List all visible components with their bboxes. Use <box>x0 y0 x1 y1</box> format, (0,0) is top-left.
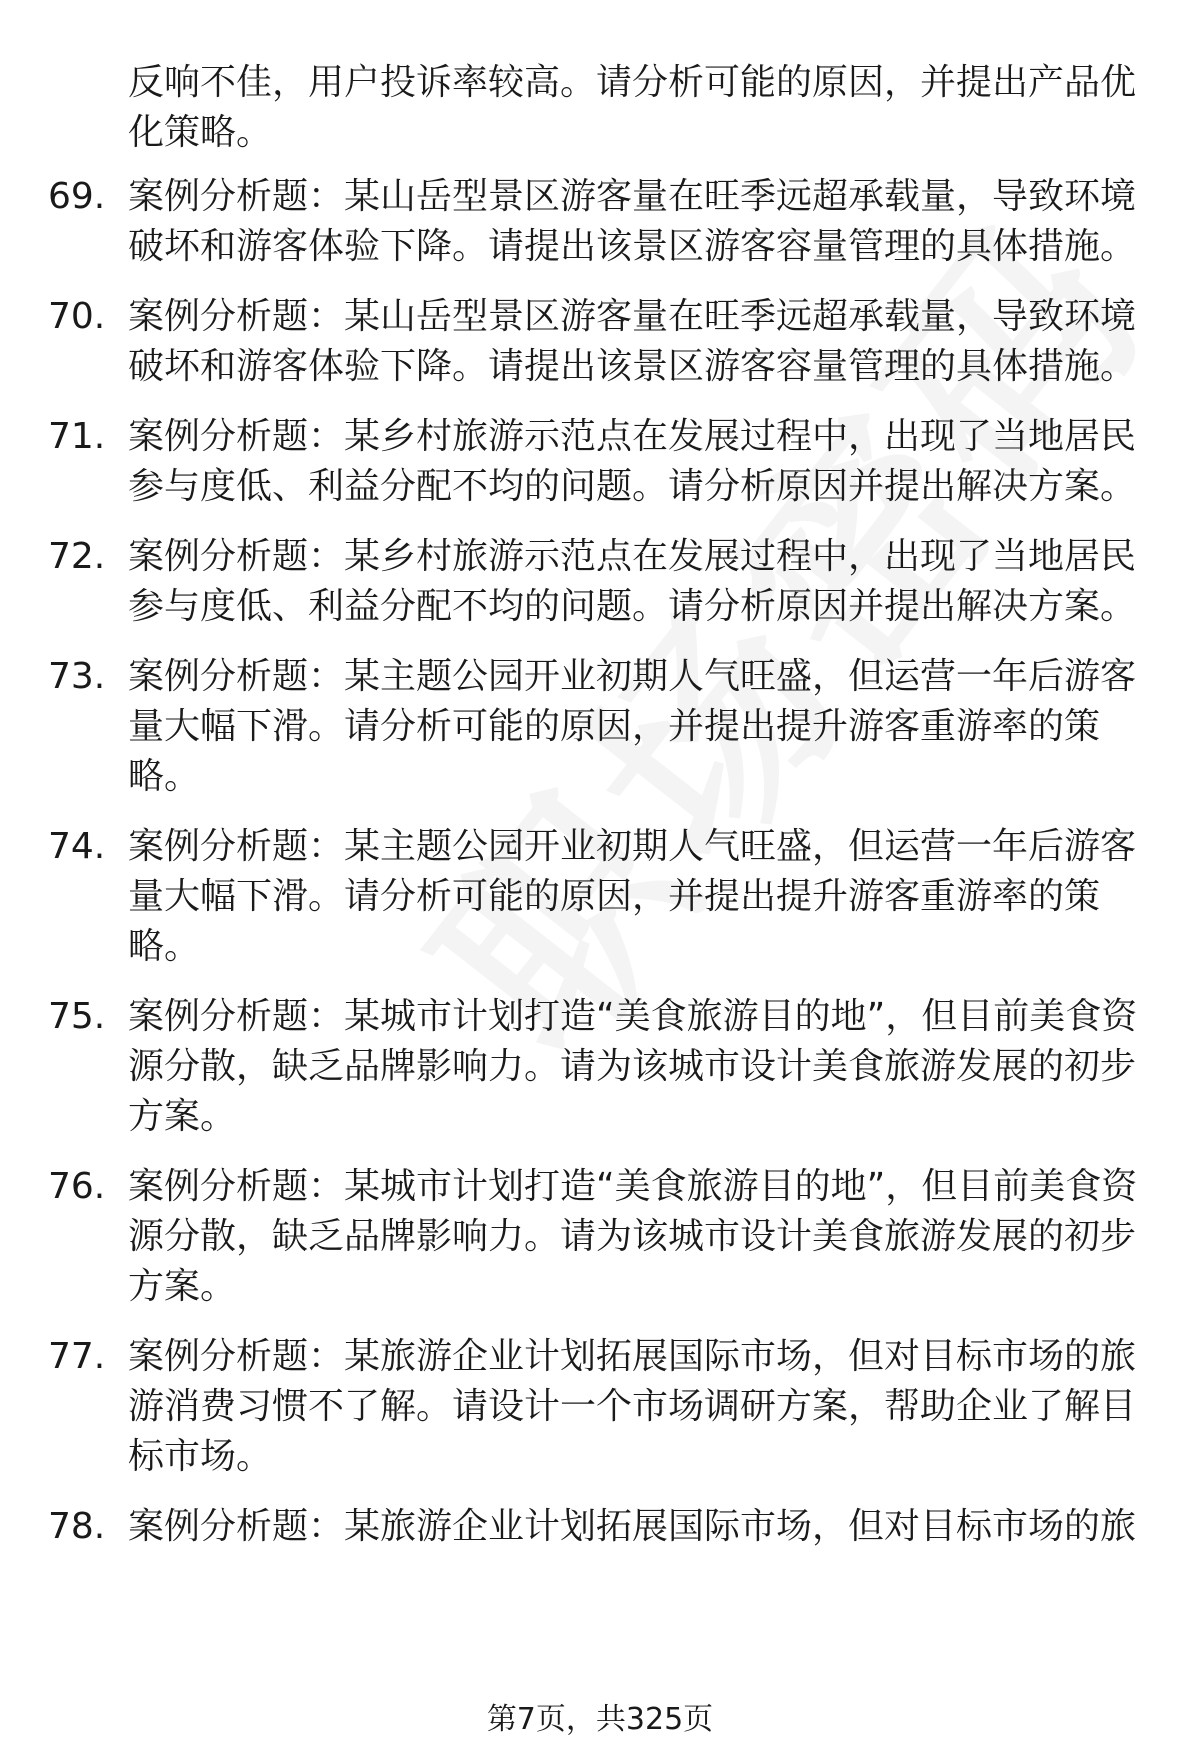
question-number: 76. <box>48 1166 106 1207</box>
question-item <box>48 1332 1138 1482</box>
question-item <box>48 412 1138 512</box>
question-text: 案例分析题：某城市计划打造“美食旅游目的地”，但目前美食资源分散，缺乏品牌影响力。请为该城市设计美食旅游发展的初步方案。 <box>128 996 1138 1137</box>
question-item <box>48 172 1138 272</box>
question-number: 69. <box>48 176 106 217</box>
question-number: 74. <box>48 826 106 867</box>
question-text: 案例分析题：某主题公园开业初期人气旺盛，但运营一年后游客量大幅下滑。请分析可能的原因，并提出提升游客重游率的策略。 <box>128 826 1137 967</box>
question-number: 72. <box>48 536 106 577</box>
question-text: 案例分析题：某主题公园开业初期人气旺盛，但运营一年后游客量大幅下滑。请分析可能的原因，并提出提升游客重游率的策略。 <box>128 656 1137 797</box>
question-text: 案例分析题：某乡村旅游示范点在发展过程中，出现了当地居民参与度低、利益分配不均的问题。请分析原因并提出解决方案。 <box>128 416 1137 507</box>
question-item <box>48 1162 1138 1312</box>
question-number: 71. <box>48 416 106 457</box>
question-number: 73. <box>48 656 106 697</box>
question-number: 75. <box>48 996 106 1037</box>
question-item <box>48 652 1138 802</box>
question-text: 案例分析题：某山岳型景区游客量在旺季远超承载量，导致环境破坏和游客体验下降。请提出该景区游客容量管理的具体措施。 <box>128 176 1137 267</box>
question-number: 77. <box>48 1336 106 1377</box>
question-text: 案例分析题：某山岳型景区游客量在旺季远超承载量，导致环境破坏和游客体验下降。请提出该景区游客容量管理的具体措施。 <box>128 296 1137 387</box>
question-text: 案例分析题：某乡村旅游示范点在发展过程中，出现了当地居民参与度低、利益分配不均的问题。请分析原因并提出解决方案。 <box>128 536 1137 627</box>
question-text: 案例分析题：某旅游企业计划拓展国际市场，但对目标市场的旅 <box>128 1506 1137 1547</box>
question-item <box>48 992 1138 1142</box>
question-number: 78. <box>48 1506 106 1547</box>
question-item <box>48 532 1138 632</box>
continuation-text: 反响不佳，用户投诉率较高。请分析可能的原因，并提出产品优化策略。 <box>128 62 1137 153</box>
question-number: 70. <box>48 296 106 337</box>
question-text: 案例分析题：某旅游企业计划拓展国际市场，但对目标市场的旅游消费习惯不了解。请设计一个市场调研方案，帮助企业了解目标市场。 <box>128 1336 1137 1477</box>
page-footer: 第7页，共325页 <box>486 1702 714 1737</box>
question-item <box>48 292 1138 392</box>
question-item <box>48 1502 1138 1552</box>
question-text: 案例分析题：某城市计划打造“美食旅游目的地”，但目前美食资源分散，缺乏品牌影响力。请为该城市设计美食旅游发展的初步方案。 <box>128 1166 1138 1307</box>
question-item <box>48 822 1138 972</box>
